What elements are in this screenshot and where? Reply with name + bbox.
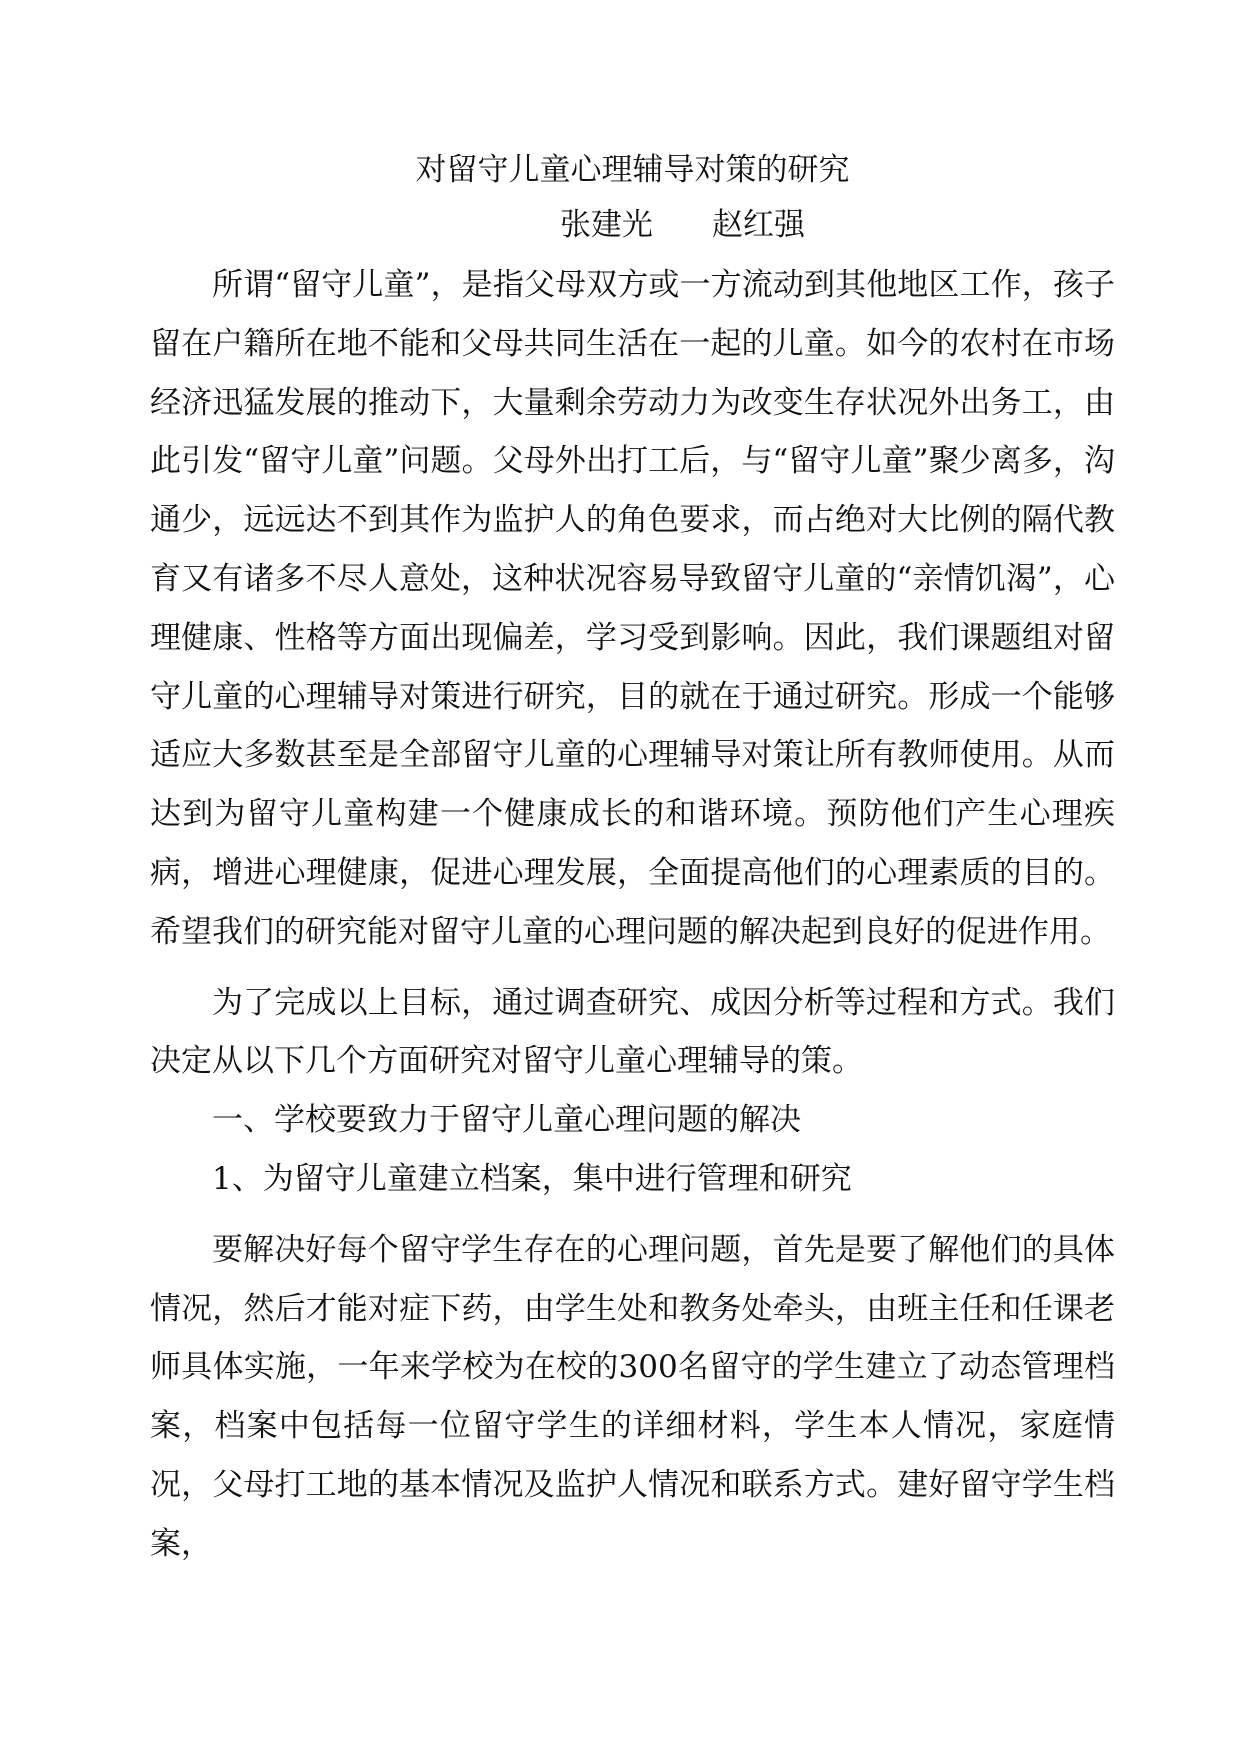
goal-paragraph: 为了完成以上目标，通过调查研究、成因分析等过程和方式。我们决定从以下几个方面研究对留守儿童心理辅导的策。	[150, 984, 1115, 1080]
intro-paragraph: 所谓“留守儿童”，是指父母双方或一方流动到其他地区工作，孩子留在户籍所在地不能和父母共同生活在一起的儿童。如今的农村在市场经济迅猛发展的推动下，大量剩余劳动力为改变生存状况外出务工，由此引发“留守儿童”问题。父母外出打工后，与“留守儿童”聚少离多，沟通少，远远达不到其作为监护人的角色要求，而占绝对大比例的隔代教育又有诸多不尽人意处，这种状况容易导致留守儿童的“亲情饥渴”，心理健康、性格等方面出现偏差，学习受到影响。因此，我们课题组对留守儿童的心理辅导对策进行研究，目的就在于通过研究。形成一个能够适应大多数甚至是全部留守儿童的心理辅导对策让所有教师使用。从而达到为留守儿童构建一个健康成长的和谐环境。预防他们产生心理疾病，增进心理健康，促进心理发展，全面提高他们的心理素质的目的。希望我们的研究能对留守儿童的心理问题的解决起到良好的促进作用。	[150, 267, 1115, 950]
section-heading: 一、学校要致力于留守儿童心理问题的解决	[212, 1102, 801, 1139]
body-paragraph: 要解决好每个留守学生存在的心理问题，首先是要了解他们的具体情况，然后才能对症下药，由学生处和教务处牵头，由班主任和任课老师具体实施，一年来学校为在校的300名留守的学生建立了动态管理档案，档案中包括每一位留守学生的详细材料，学生本人情况，家庭情况，父母打工地的基本情况及监护人情况和联系方式。建好留守学生档案，	[150, 1231, 1115, 1562]
subsection-heading: 1、为留守儿童建立档案，集中进行管理和研究	[212, 1160, 852, 1197]
document-page	[150, 140, 1115, 1574]
document-title: 对留守儿童心理辅导对策的研究	[415, 152, 850, 188]
document-authors: 张建光 赵红强	[559, 207, 806, 243]
